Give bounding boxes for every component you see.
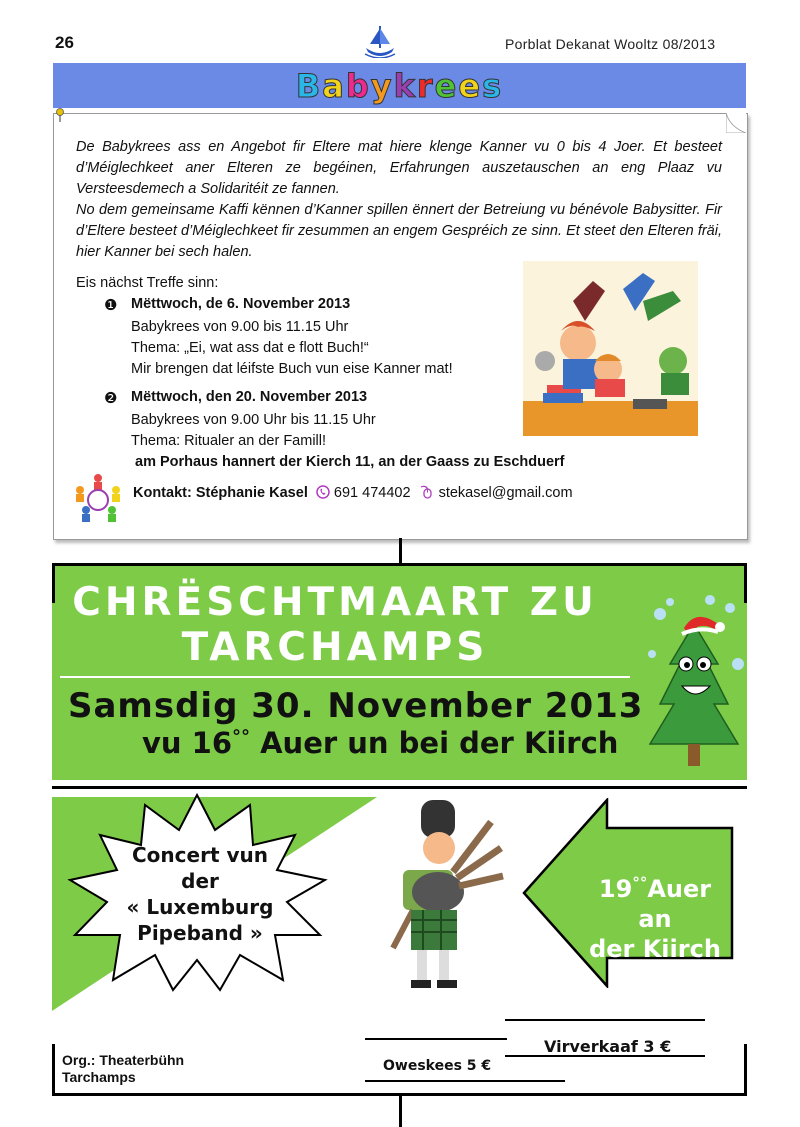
title-letter: a (322, 67, 346, 105)
event-details (131, 317, 453, 380)
event-location: am Porhaus hannert der Kierch 11, an der Gaass zu Eschduerf (135, 454, 565, 470)
footer-left-rule (52, 1044, 55, 1094)
event-detail-line: Mir brengen dat léifste Buch vun eise Kanner mat! (131, 361, 453, 377)
banner-divider (60, 676, 630, 678)
next-meetings-label: Eis nächst Treffe sinn: (76, 275, 219, 291)
event-detail-line: Babykrees von 9.00 bis 11.15 Uhr (131, 319, 349, 335)
banner-left-rule (52, 563, 55, 603)
event-details (131, 410, 376, 452)
arrow-rest: Auer an (638, 875, 712, 933)
bagpiper-illustration (383, 800, 513, 1000)
title-letter: e (458, 67, 483, 105)
presale-price: Virverkaaf 3 € (544, 1037, 672, 1056)
contact-email[interactable]: stekasel@gmail.com (438, 485, 573, 501)
ticket-rule (505, 1019, 705, 1021)
banner-top-rule (52, 563, 747, 566)
concert-announcement (100, 842, 300, 946)
event-bullet: ❶ (104, 297, 118, 314)
connector-line (399, 1094, 402, 1127)
connector-line (399, 538, 402, 566)
babykrees-intro-paragraph-2: No dem gemeinsame Kaffi kënnen d’Kanner spillen ënnert der Betreiung vu bénévole Babysitter. Fir d’Eltere besteet d’Méiglechkeet fir zesummen an engem Gespréich ze sinn. Et steet den Elteren fräi, hier Kanner bei sech halen. (76, 202, 722, 260)
christmas-market-time (142, 726, 618, 760)
mouse-icon (419, 485, 435, 499)
ticket-rule (365, 1038, 507, 1040)
page-number: 26 (55, 33, 74, 52)
arrow-minutes: °° (632, 874, 648, 892)
title-letter: e (434, 67, 459, 105)
event-detail-line: Thema: Ritualer an der Famill! (131, 433, 327, 449)
box-office-price: Oweskees 5 € (383, 1058, 492, 1074)
title-letter: r (416, 67, 435, 105)
pushpin-icon (55, 108, 65, 122)
dekanat-logo-icon (362, 24, 398, 58)
concert-line: « Luxemburg (126, 895, 274, 919)
title-letter: b (345, 67, 371, 105)
phone-icon (316, 485, 330, 499)
contact-phone: 691 474402 (333, 485, 411, 501)
title-letter: B (295, 67, 323, 105)
event-title: Mëttwoch, de 6. November 2013 (131, 296, 351, 312)
arrow-hour: 19 (598, 875, 633, 903)
time-hour: vu 16 (142, 726, 233, 760)
christmas-market-date: Samsdig 30. November 2013 (68, 686, 644, 726)
event-title: Mëttwoch, den 20. November 2013 (131, 389, 368, 405)
page-curl-icon (726, 113, 746, 133)
time-minutes: °° (232, 726, 251, 748)
concert-line: Concert vun (132, 843, 268, 867)
concert-top-rule (52, 786, 747, 789)
organizer (62, 1052, 184, 1086)
event-detail-line: Thema: „Ei, wat ass dat e flott Buch!“ (131, 340, 369, 356)
contact-label: Kontakt: Stéphanie Kasel (133, 485, 308, 501)
arrow-time-text (585, 868, 725, 964)
event-bullet: ❷ (104, 390, 118, 407)
title-letter: s (482, 67, 504, 105)
christmas-market-title (60, 580, 610, 670)
event-detail-line: Babykrees von 9.00 Uhr bis 11.15 Uhr (131, 412, 376, 428)
concert-line: der (181, 869, 219, 893)
christmas-market-title-line: TARCHAMPS (181, 625, 489, 670)
footer-right-rule (744, 1044, 747, 1094)
title-letter: y (370, 67, 394, 105)
arrow-line (585, 868, 725, 934)
babykrees-intro-paragraph: De Babykrees ass en Angebot fir Eltere mat hiere klenge Kanner vu 0 bis 4 Joer. Et besteet d’Méiglechkeet aner Elteren ze begéinen, Erfahrungen auszetauschen an eng Plaaz vu Versteesdemech a Solidaritéit ze fannen. (76, 139, 722, 197)
organizer-line: Tarchamps (62, 1069, 136, 1085)
children-reading-illustration (523, 261, 698, 436)
christmas-tree-illustration (640, 594, 748, 774)
concert-line: Pipeband » (137, 921, 263, 945)
time-rest: Auer un bei der Kiirch (250, 726, 619, 760)
ticket-rule (365, 1080, 565, 1082)
babykrees-title (53, 67, 746, 105)
publication-header: Porblat Dekanat Wooltz 08/2013 (505, 36, 716, 52)
christmas-market-title-line: CHRËSCHTMAART ZU (72, 580, 598, 625)
organizer-line: Org.: Theaterbühn (62, 1052, 185, 1068)
contact-row (133, 485, 573, 501)
arrow-line: der Kiirch (589, 935, 721, 963)
title-letter: k (393, 67, 417, 105)
children-circle-icon (72, 472, 124, 524)
